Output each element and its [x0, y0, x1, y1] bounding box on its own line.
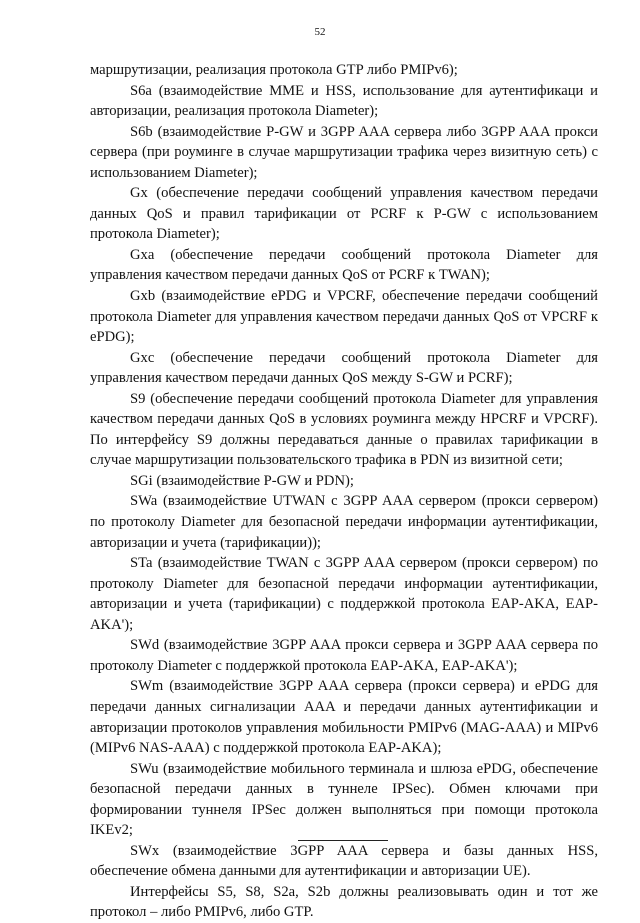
paragraph-sta: STa (взаимодействие TWAN с 3GPP AAA сервером (прокси сервером) по протоколу Diameter для безопасной передачи информации аутентификации, авторизации и учета (тарификации) с поддержкой протокола EAP-AKA, EAP-AKA');: [90, 555, 598, 633]
paragraph-swu: SWu (взаимодействие мобильного терминала и шлюза ePDG, обеспечение безопасной передачи данных в туннеле IPSec). Обмен ключами при формировании туннеля IPSec должен выполняться при помощи протокола IKEv2;: [90, 760, 598, 839]
paragraph-interfaces: Интерфейсы S5, S8, S2a, S2b должны реализовывать один и тот же протокол – либо PMIPv6, либо GTP.: [90, 883, 598, 921]
page-number: 52: [314, 26, 326, 38]
paragraph-sgi: SGi (взаимодействие P-GW и PDN);: [130, 472, 354, 489]
paragraph-s6a: S6a (взаимодействие MME и HSS, использование для аутентификаци и авторизации, реализация протокола Diameter);: [90, 82, 598, 120]
paragraph-continuation: маршрутизации, реализация протокола GTP либо PMIPv6);: [90, 62, 458, 78]
end-divider: [298, 840, 388, 841]
paragraph-s6b: S6b (взаимодействие P-GW и 3GPP AAA сервера либо 3GPP AAA прокси сервера (при роуминге в случае маршрутизации трафика через визитную сеть) с использованием Diameter);: [90, 123, 598, 181]
paragraph-gx: Gx (обеспечение передачи сообщений управления качеством передачи данных QoS и правил тарификации от PCRF к P-GW с использованием протокола Diameter);: [90, 185, 598, 243]
paragraph-swx: SWx (взаимодействие 3GPP AAA сервера и базы данных HSS, обеспечение обмена данными для аутентификации и авторизации UE).: [90, 842, 598, 880]
paragraph-gxb: Gxb (взаимодействие ePDG и VPCRF, обеспечение передачи сообщений протокола Diameter для управления качеством передачи данных QoS от VPCRF к ePDG);: [90, 288, 598, 346]
paragraph-gxa: Gxa (обеспечение передачи сообщений протокола Diameter для управления качеством передачи данных QoS от PCRF к TWAN);: [90, 246, 598, 284]
paragraph-s9: S9 (обеспечение передачи сообщений протокола Diameter для управления качеством передачи данных QoS в условиях роуминга между HPCRF и VPCRF). По интерфейсу S9 должны передаваться данные о правилах тарификации в случае маршрутизации пользовательского трафика в PDN из визитной сети;: [90, 390, 598, 469]
document-body: [90, 60, 598, 923]
paragraph-swd: SWd (взаимодействие 3GPP AAA прокси сервера и 3GPP AAA сервера по протоколу Diameter с поддержкой протокола EAP-AKA, EAP-AKA');: [90, 637, 598, 674]
paragraph-swa: SWa (взаимодействие UTWAN с 3GPP AAA сервером (прокси сервером) по протоколу Diameter для безопасной передачи информации аутентификации, авторизации и учета (тарификации));: [90, 493, 598, 551]
paragraph-gxc: Gxc (обеспечение передачи сообщений протокола Diameter для управления качеством передачи данных QoS между S-GW и PCRF);: [90, 349, 598, 387]
paragraph-swm: SWm (взаимодействие 3GPP AAA сервера (прокси сервера) и ePDG для передачи данных сигнализации AAA и передачи данных аутентификации и авторизации протоколов управления мобильности PMIPv6 (MAG-AAA) и MIPv6 (MIPv6 NAS-AAA) с поддержкой протокола EAP-AKA);: [90, 678, 598, 757]
